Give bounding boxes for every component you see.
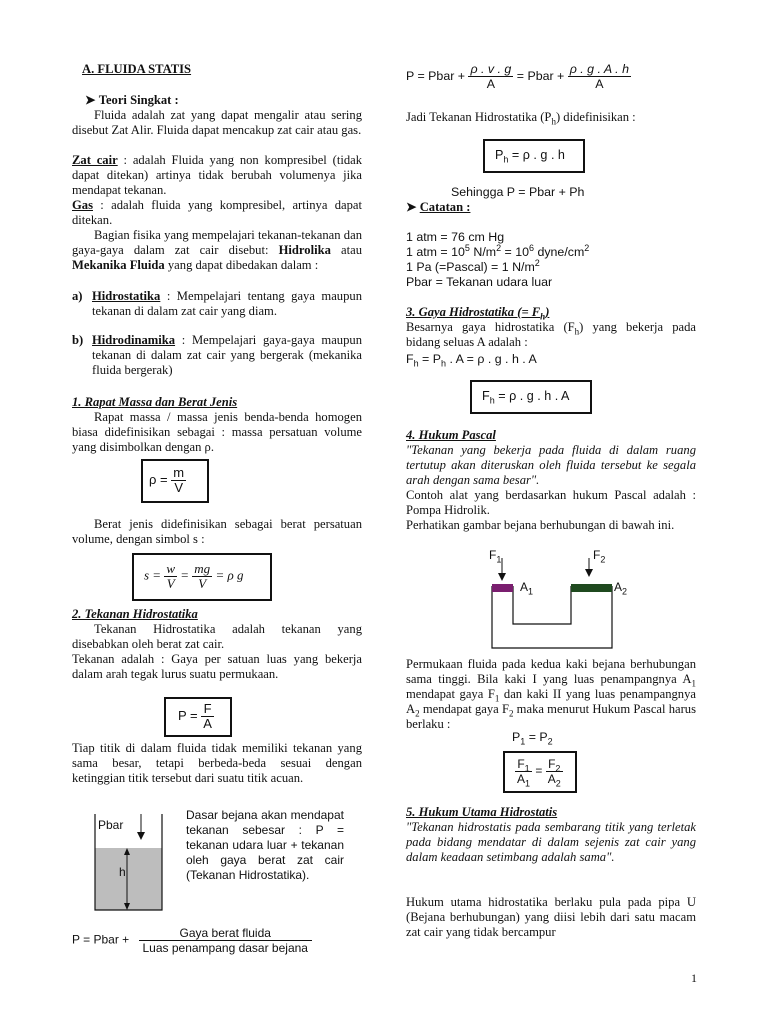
- gas-paragraph: Gas : adalah fluida yang kompresibel, artinya dapat ditekan.: [72, 198, 362, 227]
- heading-hukum-utama: 5. Hukum Utama Hidrostatis: [406, 805, 558, 819]
- formula-fh-box: $F_h = \rho$ . g . h . A: [470, 380, 592, 414]
- equation-p1-p2: $P_1 = P_2$: [512, 730, 553, 747]
- liquid-fill: [95, 848, 162, 910]
- dasar-bejana-text: Dasar bejana akan mendapat tekanan sebesar : P = tekanan udara luar + tekanan oleh gaya berat zat cair (Tekanan Hidrostatika).: [186, 808, 344, 882]
- sehingga-text: Sehingga P = Pbar + Ph: [451, 185, 585, 199]
- list-item-a: a) Hidrostatika : Mempelajari tentang gaya maupun tekanan di dalam zat cair yang diam.: [72, 289, 362, 318]
- contoh-paragraph: Contoh alat yang berdasarkan hukum Pascal adalah : Pompa Hidrolik.: [406, 488, 696, 517]
- formula-pbar-top: P = Pbar + $\frac{\rho . v . g}{A}$ = Pbar + $\frac{\rho . g . A . h}{A}$: [406, 62, 629, 91]
- teori-heading: ➤ Teori Singkat :: [85, 93, 179, 107]
- catatan-item-4: Pbar = Tekanan udara luar: [406, 275, 553, 289]
- besarnya-paragraph: Besarnya gaya hidrostatika $(F_h)$ yang bekerja pada bidang seluas A adalah :: [406, 320, 696, 349]
- formula-ph-box: $P_h = \rho$ . g . h: [483, 139, 585, 173]
- list-item-b: b) Hidrodinamika : Mempelajari gaya-gaya maupun tekanan di dalam zat cair yang bergerak (mekanika fluida bergerak): [72, 333, 362, 377]
- hukum-utama-quote: "Tekanan hidrostatis pada sembarang titik yang terletak pada bidang mendatar di dalam sejenis zat cair yang dalam keadaan setimbang adalah sama".: [406, 820, 696, 864]
- catatan-heading: ➤ Catatan :: [406, 200, 471, 214]
- label-pbar: Pbar: [98, 818, 124, 832]
- page-number: 1: [691, 971, 697, 985]
- bagian-paragraph: Bagian fisika yang mempelajari tekanan-tekanan dan gaya-gaya dalam zat cair disebut: Hidrolika atau Mekanika Fluida yang dapat dibedakan dalam :: [72, 228, 363, 272]
- pascal-quote: "Tekanan yang bekerja pada fluida di dalam ruang tertutup akan diteruskan oleh fluida tersebut ke segala arah dengan sama besar".: [406, 443, 696, 487]
- hukum-utama-paragraph: Hukum utama hidrostatika berlaku pula pada pipa U (Bejana berhubungan) yang diisi lebih dari satu macam zat cair yang tidak bercampur: [406, 895, 696, 939]
- tekanan-paragraph-2: Tekanan adalah : Gaya per satuan luas yang bekerja dalam arah tegak lurus suatu permukaan.: [72, 652, 362, 681]
- formula-rho-lhs: ρ =: [149, 471, 168, 487]
- formula-pbar-gaya: P = Pbar + $\frac{\text{Gaya berat fluida}}{\text{Luas penampang dasar bejana}}$: [72, 926, 312, 955]
- permukaan-paragraph: Permukaan fluida pada kedua kaki bejana berhubungan sama tinggi. Bila kaki I yang luas penampangnya $A_1$ mendapat gaya $F_1$ dan kaki II yang luas penampangnya $A_2$ mendapat gaya $F_2$ maka menurut Hukum Pascal harus berlaku :: [406, 657, 696, 731]
- tekanan-paragraph-1: Tekanan Hidrostatika adalah tekanan yang disebabkan oleh berat zat cair.: [72, 622, 362, 651]
- catatan-item-2: 1 atm = $10^5$ $N/m^2 = 10^6$ dyne/$cm^2$: [406, 242, 590, 259]
- equation-fh: $F_h = P_h$ . A = ρ . g . h . A: [406, 352, 537, 369]
- catatan-item-1: 1 atm = 76 cm Hg: [406, 230, 505, 244]
- formula-rho-box: [141, 459, 209, 503]
- tiap-titik-paragraph: Tiap titik di dalam fluida tidak memiliki tekanan yang sama besar, tetapi berbeda-beda sesuai dengan ketinggian titik tersebut dari suatu titik acuan.: [72, 741, 362, 785]
- formula-s-box: s = $\frac{w}{V}$ = $\frac{mg}{V}$ = ρ g: [132, 553, 272, 601]
- piston-a1: [492, 584, 513, 592]
- catatan-item-3: 1 Pa (=Pascal) = 1 $N/m^2$: [406, 257, 540, 274]
- heading-tekanan-hidrostatika: 2. Tekanan Hidrostatika: [72, 607, 198, 621]
- label-a2: $A_2$: [614, 580, 628, 597]
- rapat-paragraph: Rapat massa / massa jenis benda-benda homogen biasa didefinisikan sebagai : massa persatuan volume yang disimbolkan dengan ρ.: [72, 410, 362, 454]
- label-f1: $F_1$: [489, 548, 502, 565]
- formula-p-box: P = $\frac{F}{A}$: [164, 697, 232, 737]
- perhatikan-paragraph: Perhatikan gambar bejana berhubungan di bawah ini.: [406, 518, 675, 532]
- section-title: A. FLUIDA STATIS: [82, 62, 192, 76]
- catatan-list: [406, 230, 589, 290]
- piston-a2: [571, 584, 612, 592]
- berat-jenis-paragraph: Berat jenis didefinisikan sebagai berat persatuan volume, dengan simbol s :: [72, 517, 362, 546]
- heading-hukum-pascal: 4. Hukum Pascal: [406, 428, 496, 442]
- label-h: h: [119, 865, 126, 879]
- arrow-bullet-icon: ➤: [406, 200, 420, 214]
- arrow-bullet-icon: ➤: [85, 93, 99, 107]
- zat-cair-paragraph: Zat cair : adalah Fluida yang non kompresibel (tidak dapat ditekan) artinya tidak berubah volumenya jika mendapat tekanan.: [72, 153, 363, 197]
- pressure-arrowhead: [137, 832, 145, 840]
- jadi-text: Jadi Tekanan Hidrostatika $(P_h)$ didefinisikan :: [406, 110, 636, 127]
- heading-gaya-hidrostatika: 3. Gaya Hidrostatika (= $F_h$): [406, 305, 550, 322]
- fraction-m-v: $\frac{m}{V}$: [173, 465, 185, 495]
- label-f2: $F_2$: [593, 548, 606, 565]
- fluida-paragraph: Fluida adalah zat yang dapat mengalir atau sering disebut Zat Alir. Fluida dapat mencakup zat cair atau gas.: [72, 108, 362, 137]
- formula-f-over-a-box: $\frac{F_1}{A_1}$ = $\frac{F_2}{A_2}$: [503, 751, 577, 793]
- label-a1: $A_1$: [520, 580, 534, 597]
- heading-rapat-massa: 1. Rapat Massa dan Berat Jenis: [72, 395, 238, 409]
